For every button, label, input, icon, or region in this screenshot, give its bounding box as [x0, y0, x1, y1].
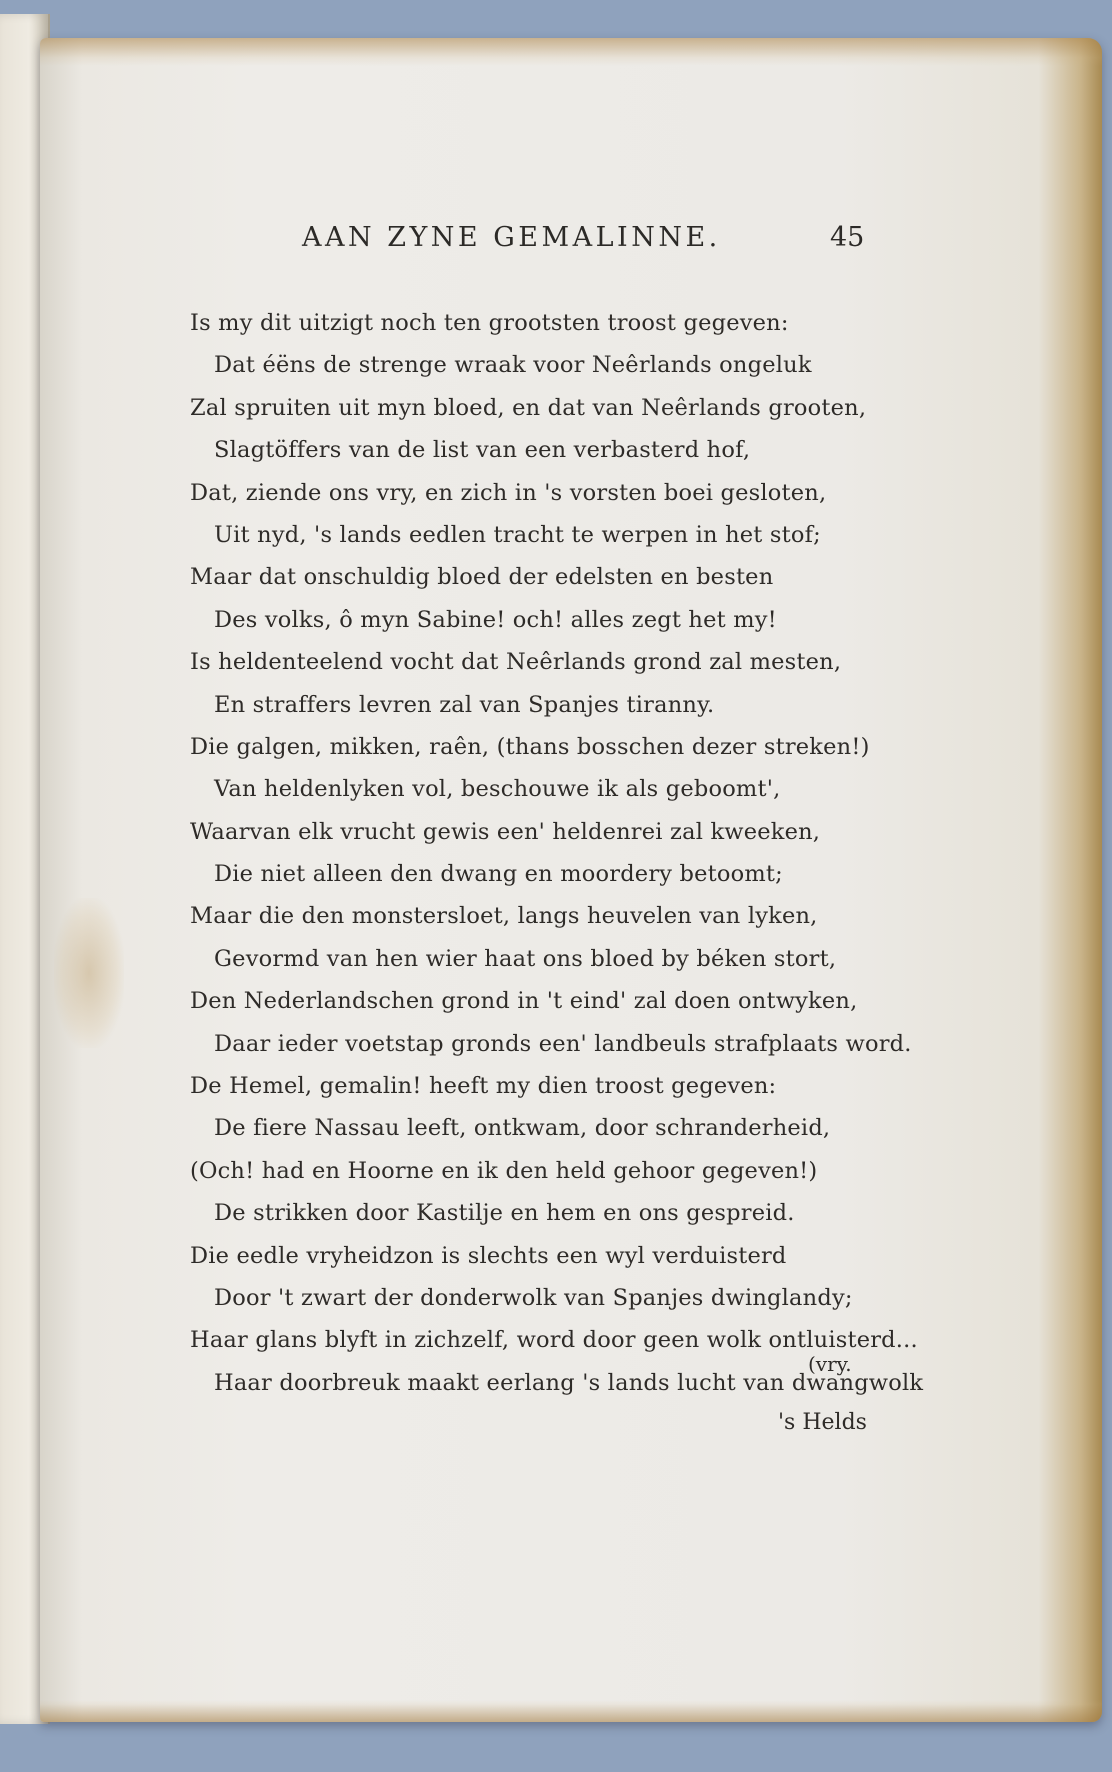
poem-line: Door 't zwart der donderwolk van Spanjes dwinglandy; — [214, 1284, 853, 1311]
poem-line: Daar ieder voetstap gronds een' landbeuls strafplaats word. — [214, 1030, 912, 1057]
page-number: 45 — [830, 222, 865, 253]
catchword: 's Helds — [778, 1410, 867, 1435]
poem-line: Maar die den monstersloet, langs heuvelen van lyken, — [190, 903, 818, 930]
poem-line: Gevormd van hen wier haat ons bloed by béken stort, — [214, 945, 837, 972]
poem-line: Maar dat onschuldig bloed der edelsten en besten — [190, 564, 774, 591]
poem-line: De strikken door Kastilje en hem en ons gespreid. — [214, 1200, 795, 1227]
poem-line: Des volks, ô myn Sabine! och! alles zegt het my! — [214, 606, 777, 633]
poem-line: Slagtöffers van de list van een verbasterd hof, — [214, 437, 751, 464]
poem-line: En straffers levren zal van Spanjes tiranny. — [214, 691, 715, 718]
poem-line: Waarvan elk vrucht gewis een' heldenrei zal kweeken, — [190, 818, 821, 845]
poem-line: Van heldenlyken vol, beschouwe ik als geboomt', — [214, 776, 781, 803]
poem-line: Den Nederlandschen grond in 't eind' zal doen ontwyken, — [190, 988, 858, 1015]
poem-line: Uit nyd, 's lands eedlen tracht te werpen in het stof; — [214, 521, 821, 548]
poem-line: De fiere Nassau leeft, ontkwam, door schranderheid, — [214, 1115, 831, 1142]
poem-line: Dat, ziende ons vry, en zich in 's vorsten boei gesloten, — [190, 479, 827, 506]
poem-line: Die galgen, mikken, raên, (thans bosschen dezer streken!) — [190, 733, 870, 760]
poem-line: Die eedle vryheidzon is slechts een wyl verduisterd — [190, 1242, 787, 1269]
water-stain — [54, 898, 124, 1048]
poem-line: (Och! had en Hoorne en ik den held gehoor gegeven!) — [190, 1157, 818, 1184]
running-title: AAN ZYNE GEMALINNE. — [302, 222, 721, 253]
poem-line: Dat éëns de strenge wraak voor Neêrlands ongeluk — [214, 352, 812, 379]
running-header — [0, 222, 1112, 262]
poem-line: Die niet alleen den dwang en moordery betoomt; — [214, 861, 783, 888]
poem-line: Zal spruiten uit myn bloed, en dat van Neêrlands grooten, — [190, 394, 867, 421]
poem-line: Is my dit uitzigt noch ten grootsten troost gegeven: — [190, 310, 789, 336]
overflow-word: (vry. — [808, 1352, 852, 1376]
poem-line: De Hemel, gemalin! heeft my dien troost gegeven: — [190, 1073, 777, 1100]
poem-text — [190, 302, 924, 1404]
poem-line: Haar glans blyft in zichzelf, word door geen wolk ontluisterd... — [190, 1327, 918, 1354]
poem-line: Is heldenteelend vocht dat Neêrlands grond zal mesten, — [190, 649, 842, 676]
poem-line: Haar doorbreuk maakt eerlang 's lands lucht van dwangwolk — [214, 1369, 924, 1396]
